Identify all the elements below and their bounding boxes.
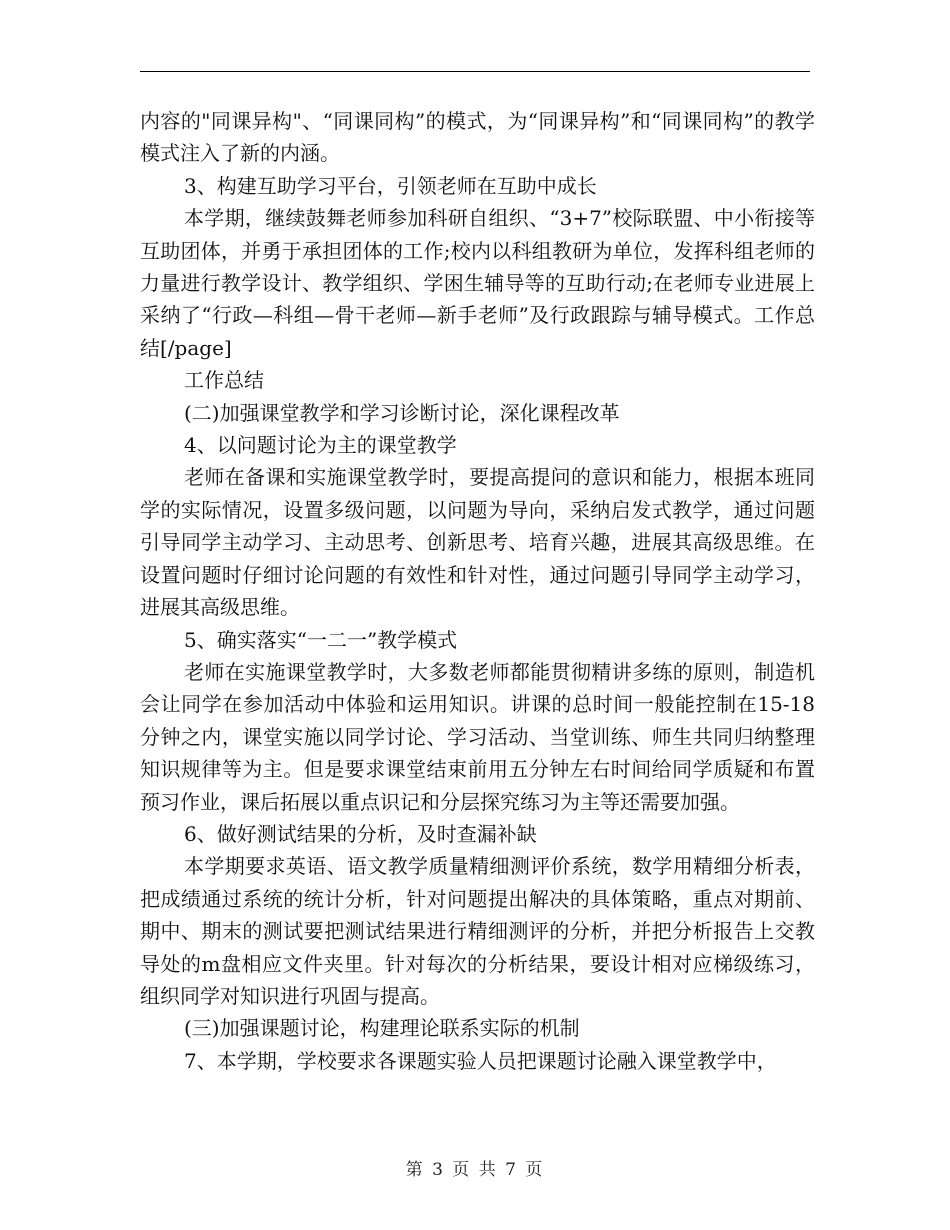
paragraph: 本学期，继续鼓舞老师参加科研自组织、“3+7”校际联盟、中小衔接等互助团体，并勇于承担团体的工作;校内以科组教研为单位，发挥科组老师的力量进行教学设计、教学组织、学困生辅导等的互助行动;在老师专业进展上采纳了“行政—科组—骨干老师—新手老师”及行政跟踪与辅导模式。工作总结[/page]: [140, 206, 815, 360]
paragraph: 4、以问题讨论为主的课堂教学: [184, 433, 457, 458]
document-body: [140, 105, 815, 1077]
paragraph: 内容的"同课异构"、“同课同构”的模式，为“同课异构”和“同课同构”的教学模式注入了新的内涵。: [140, 109, 815, 166]
paragraph: (三)加强课题讨论，构建理论联系实际的机制: [184, 1016, 580, 1041]
header-rule: [140, 71, 810, 72]
paragraph: 老师在实施课堂教学时，大多数老师都能贯彻精讲多练的原则，制造机会让同学在参加活动中体验和运用知识。讲课的总时间一般能控制在15-18分钟之内，课堂实施以同学讨论、学习活动、当堂训练、师生共同归纳整理知识规律等为主。但是要求课堂结束前用五分钟左右时间给同学质疑和布置预习作业，课后拓展以重点识记和分层探究练习为主等还需要加强。: [140, 659, 815, 814]
paragraph: 6、做好测试结果的分析，及时查漏补缺: [184, 821, 537, 846]
paragraph: (二)加强课堂教学和学习诊断讨论，深化课程改革: [184, 400, 620, 425]
paragraph: 3、构建互助学习平台，引领老师在互助中成长: [184, 173, 597, 198]
paragraph: 本学期要求英语、语文教学质量精细测评价系统，数学用精细分析表，把成绩通过系统的统计分析，针对问题提出解决的具体策略，重点对期前、期中、期末的测试要把测试结果进行精细测评的分析，并把分析报告上交教导处的m盘相应文件夹里。针对每次的分析结果，要设计相对应梯级练习，组织同学对知识进行巩固与提高。: [140, 854, 815, 1008]
paragraph: 老师在备课和实施课堂教学时，要提高提问的意识和能力，根据本班同学的实际情况，设置多级问题，以问题为导向，采纳启发式教学，通过问题引导同学主动学习、主动思考、创新思考、培育兴趣，进展其高级思维。在设置问题时仔细讨论问题的有效性和针对性，通过问题引导同学主动学习，进展其高级思维。: [140, 465, 815, 620]
paragraph: 工作总结: [184, 368, 264, 393]
paragraph: 5、确实落实“一二一”教学模式: [184, 627, 458, 652]
paragraph: 7、本学期，学校要求各课题实验人员把课题讨论融入课堂教学中，: [184, 1048, 777, 1073]
page-number-footer: 第 3 页 共 7 页: [405, 1160, 545, 1180]
